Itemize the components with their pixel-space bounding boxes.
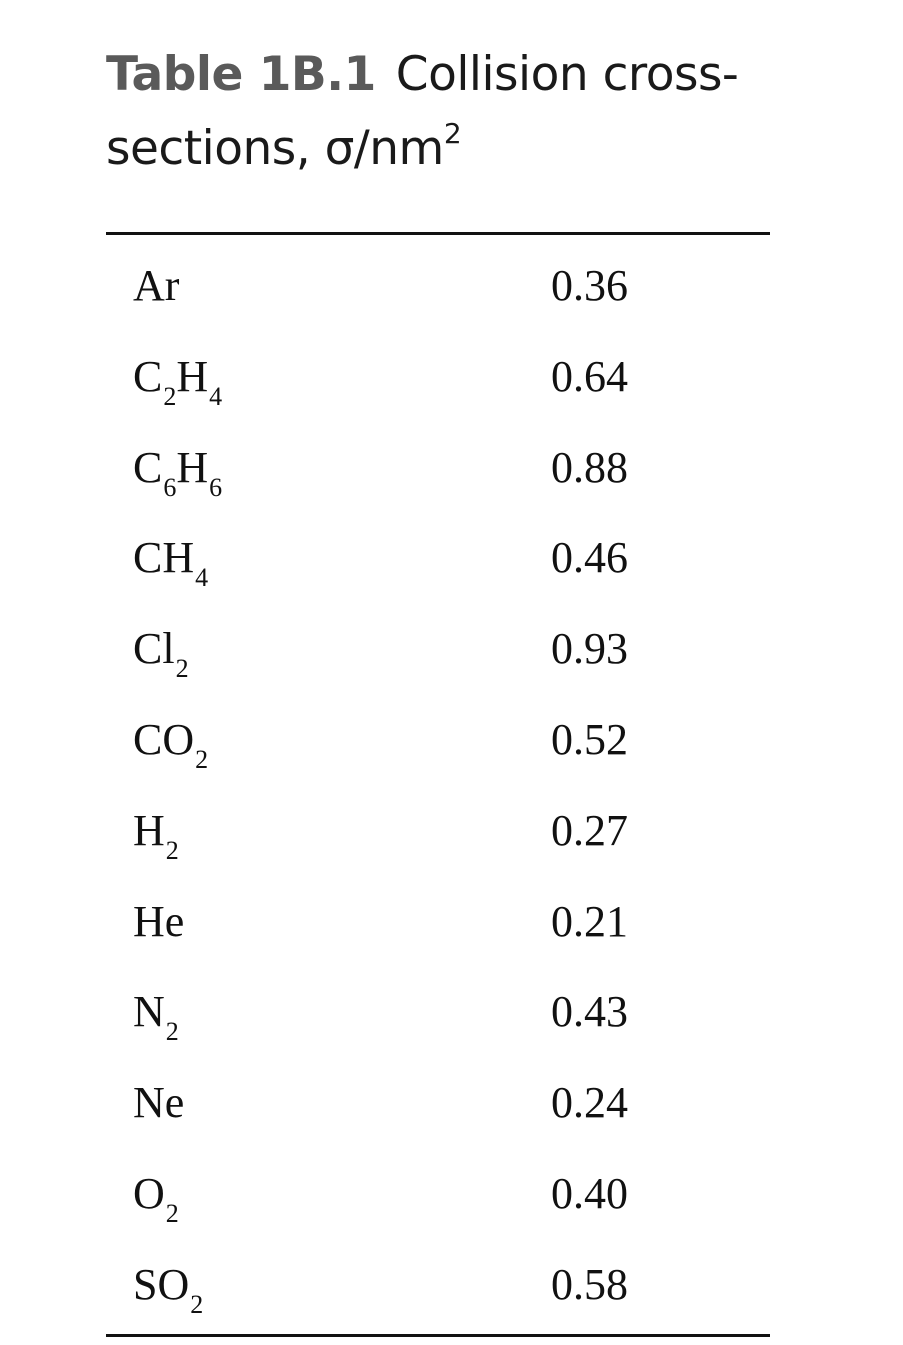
formula-symbol: N [133, 987, 165, 1037]
cross-section-value: 0.93 [551, 624, 628, 674]
table-row [0, 1057, 903, 1148]
formula-symbol: Ne [133, 1078, 185, 1128]
formula-symbol: SO [133, 1259, 190, 1309]
gas-formula [133, 896, 184, 947]
formula-symbol: H [133, 805, 165, 855]
formula-symbol: Cl [133, 624, 175, 674]
formula-symbol: Ar [133, 261, 180, 310]
formula-subscript: 2 [163, 381, 177, 411]
formula-symbol: O [133, 1168, 165, 1218]
gas-formula [133, 805, 179, 865]
cross-section-value: 0.88 [551, 442, 628, 492]
table-row [0, 966, 903, 1057]
table-row [0, 785, 903, 876]
cross-section-value: 0.46 [551, 533, 628, 583]
cross-section-value: 0.64 [551, 351, 628, 401]
formula-subscript: 4 [195, 563, 209, 593]
table-row [0, 331, 903, 422]
formula-symbol: H [176, 351, 209, 401]
table-row [0, 603, 903, 694]
formula-subscript: 4 [209, 381, 223, 411]
formula-subscript: 6 [209, 472, 223, 502]
gas-formula [133, 532, 209, 593]
gas-formula [133, 714, 209, 774]
table-row [0, 876, 903, 967]
table-label: Table 1B.1 [106, 47, 376, 102]
table-top-rule [106, 232, 770, 235]
formula-subscript: 2 [165, 1017, 179, 1047]
table-title: Collision cross-sections, σ/nm [106, 47, 739, 176]
gas-formula [133, 1077, 184, 1128]
cross-section-value: 0.27 [551, 805, 628, 855]
table-caption [106, 38, 786, 186]
table-row [0, 1148, 903, 1239]
formula-symbol: C [133, 351, 163, 401]
table-row [0, 422, 903, 513]
cross-section-value: 0.21 [551, 896, 628, 946]
gas-formula [133, 442, 223, 502]
gas-formula [133, 986, 179, 1047]
formula-subscript: 2 [195, 744, 209, 774]
table-title-superscript: 2 [443, 117, 462, 151]
formula-subscript: 2 [190, 1289, 204, 1319]
formula-symbol: C [133, 442, 163, 492]
gas-formula [133, 623, 189, 684]
cross-section-value: 0.52 [551, 714, 628, 764]
gas-formula [133, 351, 223, 411]
table-row [0, 240, 903, 331]
formula-symbol: CO [133, 714, 195, 764]
formula-subscript: 6 [163, 472, 177, 502]
formula-subscript: 2 [165, 1198, 179, 1228]
formula-subscript: 2 [175, 654, 189, 684]
cross-section-value: 0.24 [551, 1078, 628, 1128]
formula-symbol: CH [133, 533, 195, 583]
table-row [0, 694, 903, 785]
table-row [0, 512, 903, 603]
table-bottom-rule [106, 1334, 770, 1337]
cross-section-value: 0.40 [551, 1168, 628, 1218]
formula-symbol: H [176, 442, 209, 492]
cross-section-value: 0.36 [551, 261, 628, 310]
cross-section-value: 0.43 [551, 987, 628, 1037]
gas-formula [133, 1259, 204, 1319]
table-row [0, 1239, 903, 1330]
table-body [0, 240, 903, 1330]
gas-formula [133, 260, 179, 311]
formula-subscript: 2 [165, 835, 179, 865]
gas-formula [133, 1168, 179, 1228]
cross-section-value: 0.58 [551, 1259, 628, 1309]
formula-symbol: He [133, 896, 185, 946]
